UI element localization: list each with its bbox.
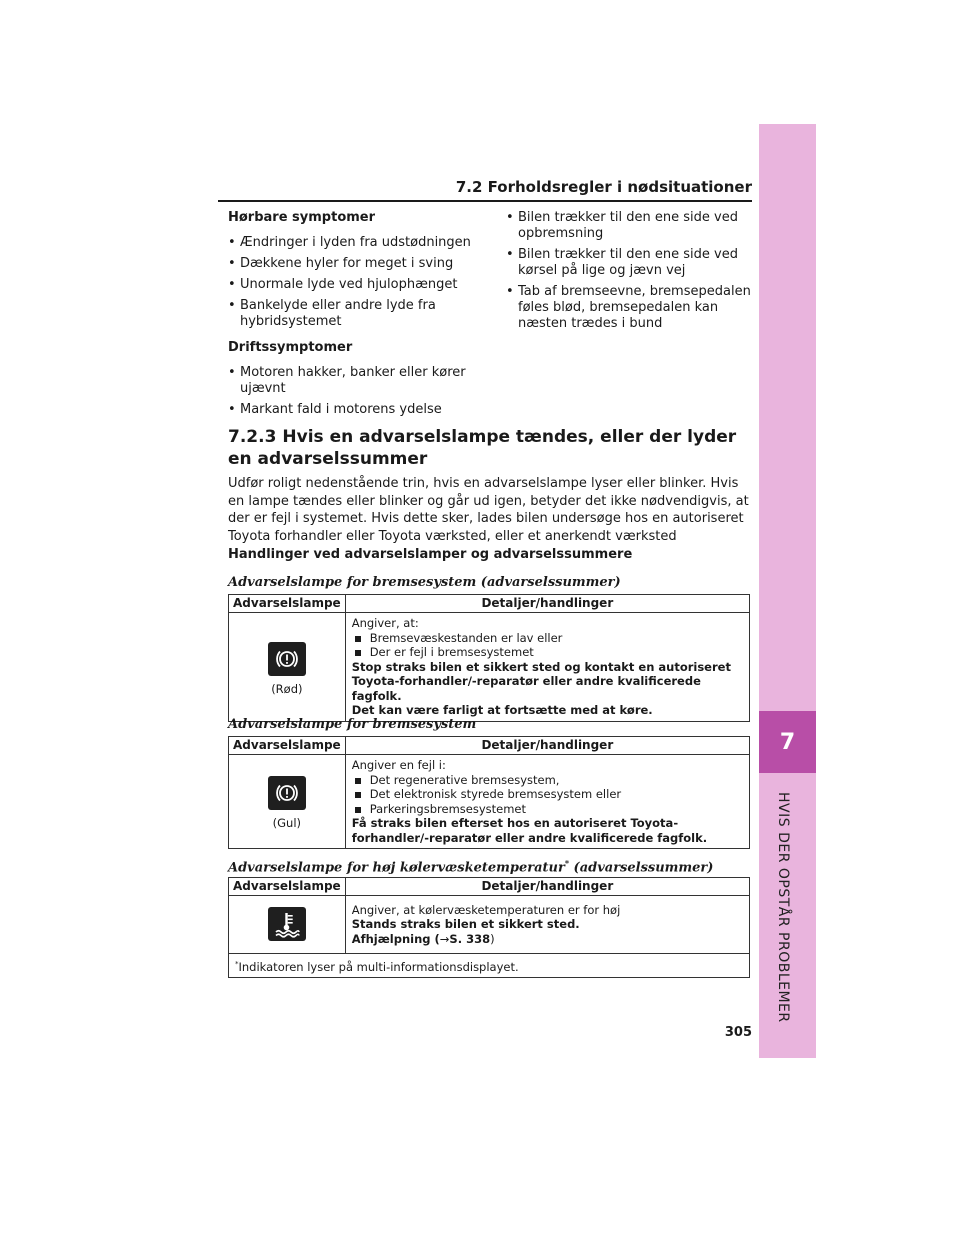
column-header: Detaljer/handlinger xyxy=(345,878,749,896)
list-item: • Bilen trækker til den ene side ved kørsel på lige og jævn vej xyxy=(506,247,754,279)
remedy-reference: Afhjælpning (→S. 338) xyxy=(351,931,495,946)
table-footnote: *Indikatoren lyser på multi-informationsdisplayet. xyxy=(229,954,750,978)
action-text: Stop straks bilen et sikkert sted og kontakt en autoriseret Toyota-forhandler/-reparatør eller andre kvalificerede fagfolk. xyxy=(351,659,731,703)
column-header: Advarselslampe xyxy=(229,737,346,755)
list-item: Det elektronisk styrede bremsesystem eller xyxy=(352,787,743,802)
driving-symptoms-list xyxy=(228,365,478,418)
section-intro: Udfør roligt nedenstående trin, hvis en advarselslampe lyser eller blinker. Hvis en lampe tændes eller blinker og går ud igen, betyder det ikke nødvendigvis, at der er fejl i systemet. Hvis dette sker, lades bilen undersøge hos en autoriseret Toyota forhandler eller Toyota værksted, eller et anerkendt værksted xyxy=(228,476,749,544)
column-header: Advarselslampe xyxy=(229,595,346,613)
section-number: 7.2.3 xyxy=(228,427,277,447)
footnote-marker: * xyxy=(564,858,570,868)
list-item: • Ændringer i lyden fra udstødningen xyxy=(228,235,478,251)
list-item: Det regenerative bremsesystem, xyxy=(352,773,743,788)
detail-intro: Angiver, at kølervæsketemperaturen er for høj xyxy=(351,902,621,917)
list-item: • Motoren hakker, banker eller kører ujævnt xyxy=(228,365,478,397)
steering-symptoms-list xyxy=(506,210,754,332)
warning-light-table xyxy=(228,736,750,849)
driving-symptoms-heading: Driftssymptomer xyxy=(228,340,353,355)
footnote-marker: * xyxy=(235,960,239,968)
list-item: Der er fejl i bremsesystemet xyxy=(352,645,743,660)
header-rule xyxy=(218,200,752,202)
lamp-color-label: (Gul) xyxy=(272,816,302,831)
section-title xyxy=(228,426,748,470)
audible-symptoms-list xyxy=(228,235,478,330)
detail-intro: Angiver en fejl i: xyxy=(351,758,446,772)
coolant-temperature-icon xyxy=(268,907,306,941)
action-text: Få straks bilen efterset hos en autoriseret Toyota-forhandler/-reparatør eller andre kvalificerede fagfolk. xyxy=(351,816,708,845)
table-caption: Advarselslampe for høj kølervæsketemperatur* (advarselssummer) xyxy=(228,858,714,876)
page-reference-link[interactable]: S. 338 xyxy=(449,931,491,946)
warning-text: Det kan være farligt at fortsætte med at køre. xyxy=(351,703,653,717)
chapter-label: HVIS DER OPSTÅR PROBLEMER xyxy=(775,792,791,1023)
list-item: Bremsevæskestanden er lav eller xyxy=(352,631,743,646)
action-text: Stands straks bilen et sikkert sted. xyxy=(351,917,580,932)
warning-light-table xyxy=(228,877,750,978)
column-header: Detaljer/handlinger xyxy=(345,595,749,613)
list-item: • Bankelyde eller andre lyde fra hybridsystemet xyxy=(228,298,478,330)
list-item: • Unormale lyde ved hjulophænget xyxy=(228,277,478,293)
column-header: Advarselslampe xyxy=(229,878,346,896)
brake-warning-icon xyxy=(268,776,306,810)
audible-symptoms-heading: Hørbare symptomer xyxy=(228,210,376,225)
page-number: 305 xyxy=(724,1025,752,1040)
arrow-right-icon: → xyxy=(439,931,450,946)
section-title-text: Hvis en advarselslampe tændes, eller der lyder en advarselssummer xyxy=(228,427,737,469)
column-header: Detaljer/handlinger xyxy=(345,737,749,755)
left-column xyxy=(228,210,478,428)
list-item: Parkeringsbremsesystemet xyxy=(352,802,743,817)
lamp-color-label: (Rød) xyxy=(271,681,303,696)
right-column xyxy=(506,210,754,342)
running-header: 7.2 Forholdsregler i nødsituationer xyxy=(455,178,752,196)
list-item: • Dækkene hyler for meget i sving xyxy=(228,256,478,272)
table-caption: Advarselslampe for bremsesystem xyxy=(228,717,477,732)
brake-warning-icon xyxy=(268,642,306,676)
list-item: • Markant fald i motorens ydelse xyxy=(228,402,478,418)
warning-light-table xyxy=(228,594,750,722)
detail-intro: Angiver, at: xyxy=(351,616,419,630)
chapter-number: 7 xyxy=(759,711,816,773)
table-caption: Advarselslampe for bremsesystem (advarselssummer) xyxy=(228,575,621,590)
list-item: • Tab af bremseevne, bremsepedalen føles blød, bremsepedalen kan næsten trædes i bund xyxy=(506,284,754,332)
list-item: • Bilen trækker til den ene side ved opbremsning xyxy=(506,210,754,242)
actions-heading: Handlinger ved advarselslamper og advarselssummere xyxy=(228,547,633,562)
